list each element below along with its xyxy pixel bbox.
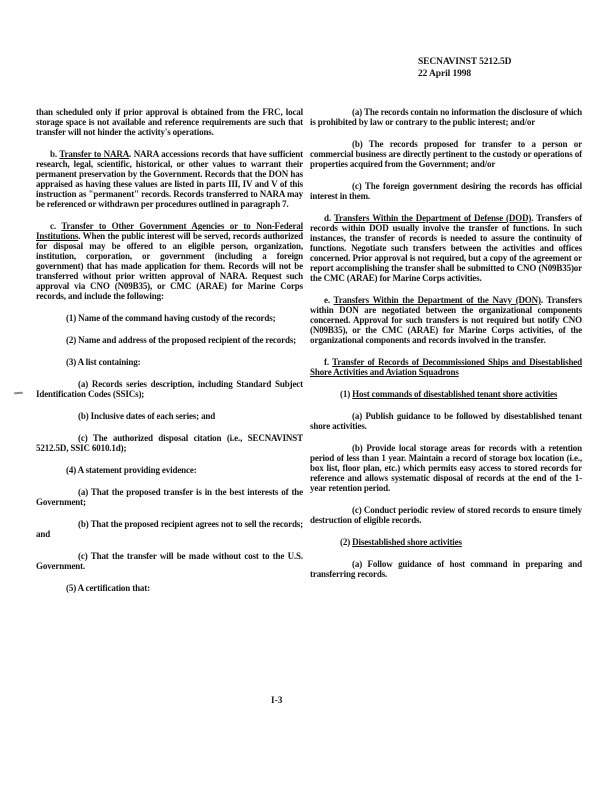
- underlined-heading: Transfer to Other Government Agencies or to Non-Federal Institutions: [36, 221, 303, 241]
- paragraph: [310, 559, 582, 579]
- text-run: (a) Records series description, including Standard Subject Identification Codes (SSICs);: [36, 379, 303, 399]
- text-run: (b) That the proposed recipient agrees not to sell the records; and: [36, 519, 303, 539]
- underlined-heading: Transfers Within the Department of Defense (DOD): [333, 213, 532, 223]
- text-run: . When the public interest will be served, records authorized for disposal may be offered to an eligible person, organization, institution, corporation, or government (including a foreign government) that has made application for them. Records will not be transferred without prior written approval of NARA. Request such approval via CNO (N09B35), or CMC (ARAE) for Marine Corps records, and include the following:: [36, 231, 303, 301]
- text-run: (4) A statement providing evidence:: [66, 465, 197, 475]
- text-run: (a) Publish guidance to be followed by disestablished tenant shore activities.: [310, 411, 582, 431]
- text-run: (c) That the transfer will be made without cost to the U.S. Government.: [36, 551, 303, 571]
- text-run: (a) The records contain no information the disclosure of which is prohibited by law or contrary to the public interest; and/or: [310, 107, 582, 127]
- text-run: (c) The authorized disposal citation (i.e., SECNAVINST 5212.5D, SSIC 6010.1d);: [36, 433, 303, 453]
- text-run: (1) Name of the command having custody of the records;: [66, 313, 276, 323]
- text-run: (1): [340, 389, 353, 399]
- paragraph: [36, 221, 303, 301]
- paragraph: [36, 357, 303, 367]
- paragraph: [36, 519, 303, 539]
- paragraph: [36, 583, 303, 593]
- text-run: (2): [340, 537, 353, 547]
- page-number: I-3: [271, 695, 283, 705]
- paragraph: [310, 213, 582, 283]
- paragraph: [310, 443, 582, 493]
- underlined-heading: Transfer of Records of Decommissioned Ships and Disestablished Shore Activities and Aviation Squadrons: [310, 357, 582, 377]
- paragraph: [310, 295, 582, 345]
- text-run: f.: [324, 357, 333, 367]
- text-run: d.: [324, 213, 334, 223]
- text-run: . NARA accessions records that have sufficient research, legal, scientific, historical, or other values to warrant their permanent preservation by the Government. Records that the DON has appraised as having these values are listed in parts III, IV and V of this instruction as "permanent" records. Records transferred to NARA may be referenced or withdrawn per procedures outlined in paragraph 7.: [36, 149, 303, 209]
- text-run: (a) Follow guidance of host command in preparing and transferring records.: [310, 559, 582, 579]
- paragraph: [36, 487, 303, 507]
- paragraph: [310, 181, 582, 201]
- paragraph: [310, 389, 582, 399]
- text-run: (3) A list containing:: [66, 357, 141, 367]
- paragraph: [36, 335, 303, 345]
- paragraph: [310, 107, 582, 127]
- instruction-date: 22 April 1998: [418, 68, 472, 79]
- scan-artifact: [14, 392, 23, 395]
- text-run: (c) Conduct periodic review of stored records to ensure timely destruction of eligible records.: [310, 505, 582, 525]
- text-run: (b) The records proposed for transfer to a person or commercial business are directly pertinent to the custody or operations of properties acquired from the Government; and/or: [310, 139, 582, 169]
- paragraph: [310, 139, 582, 169]
- underlined-heading: Host commands of disestablished tenant shore activities: [352, 389, 558, 399]
- paragraph: [36, 465, 303, 475]
- text-run: (5) A certification that:: [66, 583, 150, 593]
- paragraph: [36, 433, 303, 453]
- paragraph: [310, 357, 582, 377]
- text-run: (c) The foreign government desiring the records has official interest in them.: [310, 181, 582, 201]
- text-run: (a) That the proposed transfer is in the best interests of the Government;: [36, 487, 303, 507]
- right-column: [310, 107, 582, 591]
- underlined-heading: Disestablished shore activities: [352, 537, 462, 547]
- text-run: (b) Inclusive dates of each series; and: [78, 411, 216, 421]
- paragraph: [310, 411, 582, 431]
- text-run: than scheduled only if prior approval is obtained from the FRC, local storage space is not available and reference requirements are such that transfer will not hinder the activity's operations.: [36, 107, 303, 137]
- paragraph: [36, 107, 303, 137]
- paragraph: [36, 411, 303, 421]
- paragraph: [310, 505, 582, 525]
- paragraph: [310, 537, 582, 547]
- left-column: [36, 107, 303, 605]
- text-run: . Transfers within DON are negotiated between the organizational components concerned. Approval for such transfers is not required but notify CNO (N09B35), or the CMC (ARAE) for Marine Corps activities, of the organizational components and records involved in the transfer.: [310, 295, 583, 345]
- paragraph: [36, 379, 303, 399]
- text-run: b.: [50, 149, 60, 159]
- paragraph: [36, 313, 303, 323]
- underlined-heading: Transfers Within the Department of the Navy (DON): [333, 295, 541, 305]
- paragraph: [36, 551, 303, 571]
- text-run: c.: [50, 221, 62, 231]
- paragraph: [36, 149, 303, 209]
- text-run: e.: [324, 295, 334, 305]
- text-run: (2) Name and address of the proposed recipient of the records;: [66, 335, 297, 345]
- instruction-number: SECNAVINST 5212.5D: [418, 57, 512, 67]
- text-run: . Transfers of records within DOD usually involve the transfer of functions. In such instances, the transfer of records is needed to assure the continuity of functions. Negotiate such transfers between the activities and offices concerned. Prior approval is not required, but a copy of the agreement or report accomplishing the transfer shall be submitted to CNO (N09B35)or the CMC (ARAE) for Marine Corps activities.: [310, 213, 582, 283]
- underlined-heading: Transfer to NARA: [59, 149, 130, 159]
- text-run: (b) Provide local storage areas for records with a retention period of less than 1 year. Maintain a record of storage box location (i.e., box list, floor plan, etc.) which permits easy access to stored records for reference and allows systematic disposal of records at the end of the 1-year retention period.: [310, 443, 582, 493]
- document-id-header: [418, 57, 511, 80]
